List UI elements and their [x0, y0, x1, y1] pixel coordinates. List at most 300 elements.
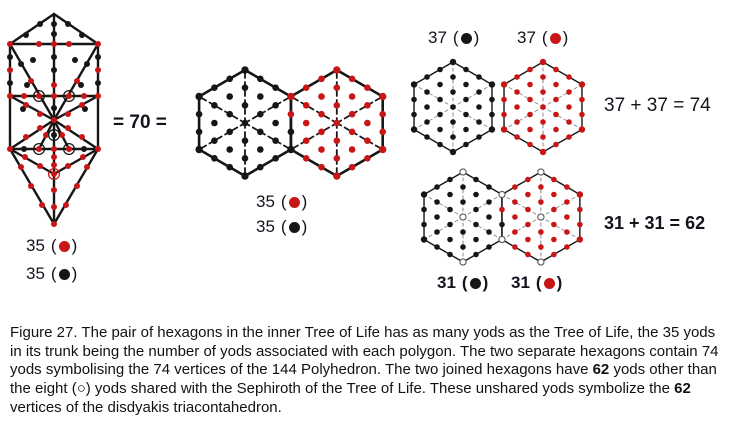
- yod-dot: [489, 126, 495, 132]
- yod-dot: [460, 199, 466, 205]
- yod-dot: [421, 207, 427, 213]
- yod-dot: [349, 146, 356, 153]
- yod-dot: [349, 76, 356, 83]
- yod-dot: [434, 199, 440, 205]
- yod-dot: [51, 117, 57, 123]
- diagram-line: [245, 97, 291, 124]
- tree-yod-count-black: [26, 264, 78, 284]
- yod-dot: [349, 111, 356, 118]
- yod-dot: [364, 102, 371, 109]
- yod-dot: [564, 244, 570, 250]
- yod-dot: [566, 74, 572, 80]
- yod-dot: [447, 192, 453, 198]
- diagram-line: [504, 130, 543, 153]
- yod-dot: [527, 82, 533, 88]
- yod-dot: [241, 172, 248, 179]
- paren-close: ): [482, 273, 489, 292]
- yod-dot: [257, 146, 264, 153]
- tree-yod-count-red: [26, 236, 78, 256]
- yod-dot: [242, 102, 249, 109]
- diagram-line: [504, 107, 543, 130]
- diagram-line: [424, 217, 463, 240]
- yod-dot: [553, 127, 559, 133]
- yod-dot: [551, 252, 557, 258]
- yod-dot: [51, 54, 57, 60]
- yod-dot: [95, 67, 101, 73]
- shared-yod-ring: [538, 169, 544, 175]
- yod-dot: [7, 67, 13, 73]
- yod-dot: [195, 93, 202, 100]
- yod-dot: [51, 154, 57, 160]
- yod-dot: [499, 207, 505, 213]
- yod-dot: [95, 80, 101, 86]
- yod-dot: [450, 59, 456, 65]
- yod-dot: [7, 80, 13, 86]
- yod-dot: [514, 134, 520, 140]
- yod-dot: [7, 41, 13, 47]
- yod-dot: [379, 129, 386, 136]
- count-text: 35: [256, 192, 275, 211]
- yod-dot: [23, 134, 29, 140]
- yod-dot: [424, 104, 430, 110]
- yod-dot: [538, 199, 544, 205]
- diagram-line: [291, 123, 337, 150]
- yod-dot: [566, 119, 572, 125]
- yod-dot: [489, 112, 495, 118]
- yod-dot: [65, 125, 71, 131]
- yod-dot: [564, 229, 570, 235]
- yod-dot: [476, 119, 482, 125]
- paren-close: ): [556, 273, 563, 292]
- diagram-line: [424, 240, 463, 263]
- yod-dot: [566, 104, 572, 110]
- yod-dot: [540, 104, 546, 110]
- yod-dot: [22, 154, 28, 160]
- yod-dot: [241, 66, 248, 73]
- yod-dot: [463, 127, 469, 133]
- yod-dot: [525, 222, 531, 228]
- yod-dot: [226, 146, 233, 153]
- yod-dot: [51, 162, 57, 168]
- yod-dot: [303, 102, 310, 109]
- yod-dot: [272, 102, 279, 109]
- yod-dot: [437, 82, 443, 88]
- yod-dot: [51, 146, 57, 152]
- equation-62-text: 31 + 31 = 62: [604, 213, 706, 233]
- yod-dot: [473, 192, 479, 198]
- yod-dot: [318, 146, 325, 153]
- diagram-line: [453, 130, 492, 153]
- yod-dot: [364, 120, 371, 127]
- yod-dot: [257, 76, 264, 83]
- yod-dot: [95, 41, 101, 47]
- yod-dot: [553, 82, 559, 88]
- yod-dot: [36, 146, 42, 152]
- yod-dot: [553, 67, 559, 73]
- yod-dot: [476, 89, 482, 95]
- diagram-line: [337, 150, 383, 177]
- shared-yod-ring: [538, 259, 544, 265]
- diagram-line: [337, 97, 383, 124]
- paren-open: (: [280, 217, 287, 236]
- yod-dot: [447, 252, 453, 258]
- yod-dot: [447, 237, 453, 243]
- yod-dot: [36, 93, 42, 99]
- yod-dot: [226, 76, 233, 83]
- yod-dot: [424, 119, 430, 125]
- tree-of-life-diagram: [0, 0, 112, 232]
- yod-dot: [501, 126, 507, 132]
- diagram-line: [424, 195, 463, 218]
- yod-dot: [512, 199, 518, 205]
- yod-dot: [538, 184, 544, 190]
- hexagon-red: [501, 59, 585, 155]
- yod-dot: [540, 89, 546, 95]
- hexagon-black: [411, 59, 495, 155]
- yod-dot: [577, 207, 583, 213]
- diagram-line: [291, 70, 337, 97]
- yod-dot: [349, 129, 356, 136]
- red-yod-dot-icon: [59, 241, 70, 252]
- yod-dot: [512, 244, 518, 250]
- yod-dot: [512, 184, 518, 190]
- yod-dot: [95, 93, 101, 99]
- yod-dot: [437, 127, 443, 133]
- yod-dot: [421, 222, 427, 228]
- yod-dot: [473, 237, 479, 243]
- shared-yod-ring: [499, 191, 505, 197]
- yod-dot: [540, 134, 546, 140]
- paren-close: ): [71, 236, 78, 255]
- yod-dot: [460, 244, 466, 250]
- diagram-line: [541, 217, 580, 240]
- yod-dot: [39, 202, 45, 208]
- diagram-line: [543, 130, 582, 153]
- diagram-line: [453, 85, 492, 108]
- diagram-line: [414, 130, 453, 153]
- diagram-line: [463, 217, 502, 240]
- yod-dot: [473, 207, 479, 213]
- yod-dot: [447, 207, 453, 213]
- yod-dot: [434, 184, 440, 190]
- yod-dot: [437, 97, 443, 103]
- yod-dot: [51, 204, 57, 210]
- yod-dot: [349, 93, 356, 100]
- yod-dot: [272, 137, 279, 144]
- yod-dot: [287, 146, 294, 153]
- diagram-line: [502, 172, 541, 195]
- diagram-line: [453, 107, 492, 130]
- yod-dot: [333, 66, 340, 73]
- yod-dot: [489, 81, 495, 87]
- yod-dot: [211, 137, 218, 144]
- yod-dot: [65, 111, 71, 117]
- yod-dot: [318, 93, 325, 100]
- yod-dot: [84, 164, 90, 170]
- diagram-line: [463, 240, 502, 263]
- yod-dot: [303, 84, 310, 91]
- diagram-line: [502, 240, 541, 263]
- yod-dot: [272, 84, 279, 91]
- diagram-line: [337, 70, 383, 97]
- yod-dot: [257, 164, 264, 171]
- yod-dot: [450, 104, 456, 110]
- yod-dot: [540, 74, 546, 80]
- yod-dot: [63, 202, 69, 208]
- diagram-line: [10, 14, 54, 44]
- yod-dot: [318, 129, 325, 136]
- paren-close: ): [473, 28, 480, 47]
- yod-dot: [450, 119, 456, 125]
- yod-dot: [476, 74, 482, 80]
- yod-dot: [437, 112, 443, 118]
- yod-dot: [579, 126, 585, 132]
- diagram-line: [414, 107, 453, 130]
- yod-dot: [577, 191, 583, 197]
- yod-dot: [51, 31, 57, 37]
- yod-dot: [437, 67, 443, 73]
- yod-dot: [51, 105, 57, 111]
- yod-dot: [257, 129, 264, 136]
- yod-dot: [501, 97, 507, 103]
- yod-dot: [525, 177, 531, 183]
- diagram-line: [424, 172, 463, 195]
- yod-dot: [527, 112, 533, 118]
- yod-dot: [37, 125, 43, 131]
- black-yod-dot-icon: [289, 222, 300, 233]
- yod-dot: [23, 32, 29, 38]
- yod-dot: [564, 214, 570, 220]
- paren-close: ): [301, 192, 308, 211]
- yod-dot: [7, 54, 13, 60]
- yod-dot: [226, 129, 233, 136]
- yod-dot: [501, 81, 507, 87]
- paren-open: (: [50, 236, 57, 255]
- yod-dot: [538, 229, 544, 235]
- yod-dot: [551, 237, 557, 243]
- yod-dot: [434, 214, 440, 220]
- black-yod-dot-icon: [59, 269, 70, 280]
- yod-dot: [566, 89, 572, 95]
- yod-dot: [514, 74, 520, 80]
- yod-dot: [577, 222, 583, 228]
- hexagon-black: [421, 169, 502, 265]
- diagram-line: [414, 85, 453, 108]
- yod-dot: [349, 164, 356, 171]
- yod-dot: [288, 129, 295, 136]
- paren-open: (: [50, 264, 57, 283]
- yod-dot: [525, 252, 531, 258]
- yod-dot: [334, 120, 341, 127]
- yod-dot: [421, 191, 427, 197]
- diagram-line: [541, 240, 580, 263]
- yod-dot: [7, 146, 13, 152]
- yod-dot: [473, 177, 479, 183]
- yod-dot: [226, 164, 233, 171]
- yod-dot: [473, 222, 479, 228]
- diagram-line: [337, 123, 383, 150]
- yod-dot: [424, 134, 430, 140]
- diagram-line: [245, 70, 291, 97]
- yod-dot: [460, 229, 466, 235]
- yod-dot: [411, 126, 417, 132]
- yod-dot: [95, 146, 101, 152]
- yod-dot: [333, 172, 340, 179]
- black-yod-dot-icon: [461, 33, 472, 44]
- diagram-line: [541, 195, 580, 218]
- yod-dot: [242, 120, 249, 127]
- paren-close: ): [71, 264, 78, 283]
- shared-yod-ring: [460, 214, 466, 220]
- separate-hex-count-black: [428, 28, 480, 48]
- yod-dot: [551, 207, 557, 213]
- count-text: 37: [428, 28, 447, 47]
- large-pair-count-red: [256, 192, 308, 212]
- yod-dot: [23, 102, 29, 108]
- yod-dot: [564, 184, 570, 190]
- count-text: 35: [26, 236, 45, 255]
- diagram-line: [199, 150, 245, 177]
- yod-dot: [37, 163, 43, 169]
- yod-dot: [450, 149, 456, 155]
- large-pair-count-black: [256, 217, 308, 237]
- diagram-line: [502, 195, 541, 218]
- yod-dot: [540, 119, 546, 125]
- yod-dot: [334, 102, 341, 109]
- yod-dot: [303, 155, 310, 162]
- yod-dot: [411, 112, 417, 118]
- yod-dot: [80, 154, 86, 160]
- yod-dot: [37, 111, 43, 117]
- yod-dot: [79, 134, 85, 140]
- shared-yod-ring: [499, 236, 505, 242]
- yod-dot: [272, 155, 279, 162]
- yod-dot: [51, 187, 57, 193]
- yod-dot: [334, 137, 341, 144]
- yod-dot: [566, 134, 572, 140]
- yod-dot: [226, 93, 233, 100]
- figure-caption: Figure 27. The pair of hexagons in the inner Tree of Life has as many yods as the Tree of Life, the 35 yods in its trunk being the number of yods associated with each polygon. The two separate hexagons contain 74 yods symbolising the 74 vertices of the 144 Polyhedron. The two joined hexagons have 62 yods other than the eight (○) yods shared with the Sephiroth of the Tree of Life. These unshared yods symbolize the 62 vertices of the disdyakis triacontahedron.: [10, 324, 719, 416]
- yod-dot: [272, 120, 279, 127]
- yod-dot: [51, 67, 57, 73]
- yod-dot: [226, 111, 233, 118]
- yod-dot: [551, 192, 557, 198]
- diagram-line: [502, 217, 541, 240]
- yod-dot: [66, 146, 72, 152]
- yod-dot: [489, 97, 495, 103]
- paren-open: (: [452, 28, 459, 47]
- paren-open: (: [280, 192, 287, 211]
- paren-close: ): [301, 217, 308, 236]
- yod-dot: [28, 183, 34, 189]
- yod-dot: [30, 57, 36, 63]
- yod-dot: [486, 199, 492, 205]
- yod-dot: [525, 237, 531, 243]
- yod-dot: [65, 163, 71, 169]
- yod-dot: [51, 171, 57, 177]
- diagram-line: [199, 123, 245, 150]
- yod-dot: [476, 104, 482, 110]
- yod-dot: [486, 184, 492, 190]
- paren-open: (: [541, 28, 548, 47]
- yod-dot: [21, 146, 27, 152]
- yod-dot: [564, 199, 570, 205]
- joined-hexagons-62-diagram: [418, 166, 586, 268]
- yod-dot: [501, 112, 507, 118]
- yod-dot: [450, 89, 456, 95]
- count-text: 31: [511, 273, 530, 292]
- yod-dot: [553, 97, 559, 103]
- yod-dot: [527, 67, 533, 73]
- yod-dot: [514, 104, 520, 110]
- yod-dot: [424, 74, 430, 80]
- yod-dot: [514, 89, 520, 95]
- yod-dot: [79, 102, 85, 108]
- yod-dot: [379, 93, 386, 100]
- yod-dot: [551, 222, 557, 228]
- yod-dot: [51, 221, 57, 227]
- yod-dot: [437, 142, 443, 148]
- yod-dot: [527, 97, 533, 103]
- yod-dot: [411, 81, 417, 87]
- yod-dot: [303, 120, 310, 127]
- diagram-line: [291, 97, 337, 124]
- yod-dot: [196, 129, 203, 136]
- red-yod-dot-icon: [550, 33, 561, 44]
- yod-dot: [579, 97, 585, 103]
- yod-dot: [525, 192, 531, 198]
- yod-dot: [540, 59, 546, 65]
- yod-dot: [95, 54, 101, 60]
- yod-dot: [51, 132, 57, 138]
- diagram-line: [541, 172, 580, 195]
- yod-dot: [434, 244, 440, 250]
- count-text: 37: [517, 28, 536, 47]
- diagram-line: [543, 62, 582, 85]
- yod-dot: [579, 81, 585, 87]
- yod-dot: [74, 78, 80, 84]
- diagram-line: [504, 62, 543, 85]
- yod-dot: [379, 146, 386, 153]
- yod-dot: [525, 207, 531, 213]
- yod-dot: [364, 84, 371, 91]
- yod-dot: [421, 236, 427, 242]
- yod-dot: [318, 76, 325, 83]
- yod-dot: [81, 146, 87, 152]
- yod-dot: [463, 112, 469, 118]
- yod-dot: [211, 120, 218, 127]
- yod-dot: [486, 214, 492, 220]
- diagram-line: [543, 85, 582, 108]
- red-yod-dot-icon: [544, 278, 555, 289]
- yod-dot: [551, 177, 557, 183]
- yod-dot: [84, 61, 90, 67]
- yod-dot: [18, 61, 24, 67]
- yod-dot: [512, 214, 518, 220]
- yod-dot: [447, 222, 453, 228]
- yod-dot: [18, 164, 24, 170]
- yod-dot: [553, 142, 559, 148]
- yod-dot: [257, 93, 264, 100]
- black-yod-dot-icon: [470, 278, 481, 289]
- yod-dot: [538, 244, 544, 250]
- shared-yod-ring: [460, 169, 466, 175]
- separate-hex-count-red: [517, 28, 569, 48]
- yod-dot: [486, 229, 492, 235]
- yod-dot: [74, 183, 80, 189]
- yod-dot: [434, 229, 440, 235]
- shared-yod-ring: [538, 214, 544, 220]
